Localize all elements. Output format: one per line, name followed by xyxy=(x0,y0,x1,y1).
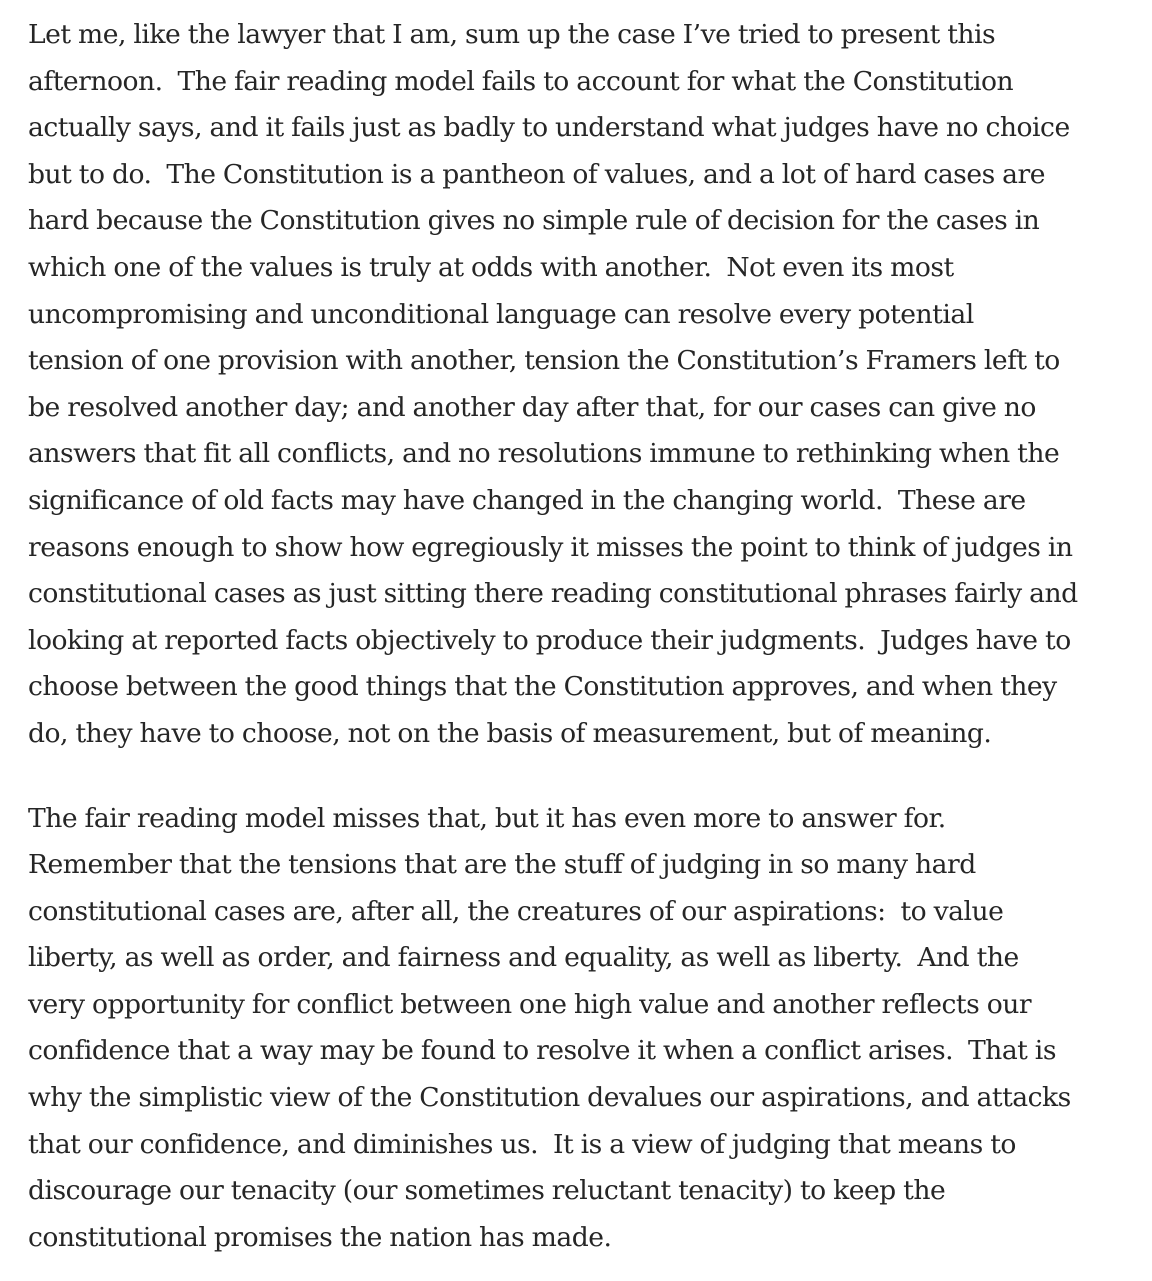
text-line: be resolved another day; and another day after that, for our cases can give no xyxy=(28,391,1036,423)
text-line: choose between the good things that the Constitution approves, and when they xyxy=(28,671,1057,703)
text-line: why the simplistic view of the Constitution devalues our aspirations, and attacks xyxy=(28,1082,1071,1114)
text-line: reasons enough to show how egregiously it misses the point to think of judges in xyxy=(28,531,1073,563)
text-line: Let me, like the lawyer that I am, sum up the case I’ve tried to present this xyxy=(28,19,996,50)
text-line: liberty, as well as order, and fairness and equality, as well as liberty. And the xyxy=(28,942,1019,974)
text-line: constitutional cases are, after all, the creatures of our aspirations: to value xyxy=(28,895,1004,927)
text-line: very opportunity for conflict between one high value and another reflects our xyxy=(28,988,1032,1020)
text-line: afternoon. The fair reading model fails to account for what the Constitution xyxy=(28,65,1014,97)
paragraph-2 xyxy=(28,796,1138,1262)
text-line: that our confidence, and diminishes us. It is a view of judging that means to xyxy=(28,1128,1016,1160)
text-line: actually says, and it fails just as badly to understand what judges have no choice xyxy=(28,112,1070,144)
text-line: looking at reported facts objectively to produce their judgments. Judges have to xyxy=(28,624,1071,656)
text-line: tension of one provision with another, tension the Constitution’s Framers left to xyxy=(28,345,1060,377)
text-line: confidence that a way may be found to resolve it when a conflict arises. That is xyxy=(28,1035,1056,1067)
text-line: answers that fit all conflicts, and no resolutions immune to rethinking when the xyxy=(28,438,1060,470)
text-line: The fair reading model misses that, but it has even more to answer for. xyxy=(28,802,946,834)
text-line: but to do. The Constitution is a pantheon of values, and a lot of hard cases are xyxy=(28,158,1045,190)
text-line: which one of the values is truly at odds with another. Not even its most xyxy=(28,251,954,283)
text-line: Remember that the tensions that are the stuff of judging in so many hard xyxy=(28,849,976,881)
text-line: uncompromising and unconditional language can resolve every potential xyxy=(28,298,974,330)
text-line: significance of old facts may have changed in the changing world. These are xyxy=(28,484,1026,516)
text-line: hard because the Constitution gives no simple rule of decision for the cases in xyxy=(28,205,1040,237)
text-line: discourage our tenacity (our sometimes reluctant tenacity) to keep the xyxy=(28,1175,946,1207)
text-line: constitutional promises the nation has made. xyxy=(28,1221,612,1253)
text-line: do, they have to choose, not on the basis of measurement, but of meaning. xyxy=(28,717,992,749)
paragraph-spacer xyxy=(28,758,1138,796)
text-line: constitutional cases as just sitting there reading constitutional phrases fairly and xyxy=(28,578,1078,610)
paragraph-1 xyxy=(28,12,1138,758)
